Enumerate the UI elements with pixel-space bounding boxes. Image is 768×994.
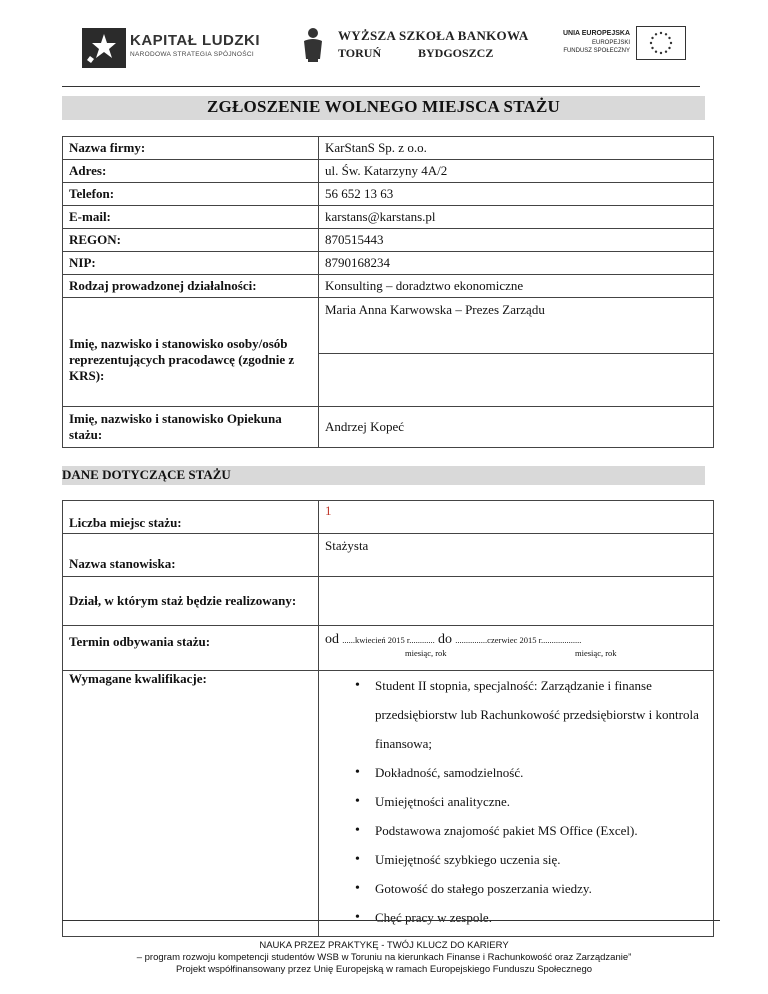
header-divider [62,86,700,87]
nip-value[interactable]: 8790168234 [319,252,714,275]
qualification-item: • Student II stopnia, specjalność: Zarządzanie i finanse przedsiębiorstw lub Rachunkowość przedsiębiorstw i kontrola finansowa; [375,671,707,758]
company-name-value[interactable]: KarStanS Sp. z o.o. [319,137,714,160]
qualifications-list [325,671,707,932]
term-label: Termin odbywania stażu: [63,626,319,671]
row-company-name [63,137,714,160]
term-from-value: ......kwiecień 2015 r............ [342,635,435,645]
department-value[interactable] [319,577,714,626]
eu-line3: FUNDUSZ SPOŁECZNY [563,48,630,54]
row-address [63,160,714,183]
address-label: Adres: [63,160,319,183]
kapital-ludzki-emblem-icon [82,28,126,68]
wsb-crest-icon [298,25,328,63]
row-places [63,501,714,534]
qualifications-value[interactable] [319,671,714,937]
row-activity [63,275,714,298]
term-value[interactable] [319,626,714,671]
kapital-ludzki-logo [82,28,272,68]
term-from-word: od [325,632,339,647]
qualification-item: • Podstawowa znajomość pakiet MS Office (Excel). [375,816,707,845]
internship-table [62,500,714,937]
mentor-value[interactable]: Andrzej Kopeć [319,407,714,448]
wsb-city-bydgoszcz: BYDGOSZCZ [418,46,494,60]
kapital-ludzki-title: KAPITAŁ LUDZKI [130,32,261,49]
eu-line2: EUROPEJSKI [591,40,630,46]
eu-line1: UNIA EUROPEJSKA [562,30,630,37]
row-mentor [63,407,714,448]
footer-line-2: – program rozwoju kompetencji studentów WSB w Toruniu na kierunkach Finanse i Rachunkowość oraz Zarządzanie” [136,952,632,963]
position-label: Nazwa stanowiska: [63,534,319,577]
row-phone [63,183,714,206]
qualification-item: • Umiejętności analityczne. [375,787,707,816]
address-value[interactable]: ul. Św. Katarzyny 4A/2 [319,160,714,183]
wsb-city-torun: TORUŃ [338,46,382,60]
qualification-item: • Gotowość do stałego poszerzania wiedzy. [375,874,707,903]
row-qualifications [63,671,714,937]
representatives-value-2[interactable] [319,353,714,406]
phone-label: Telefon: [63,183,319,206]
nip-label: NIP: [63,252,319,275]
row-nip [63,252,714,275]
email-value[interactable]: karstans@karstans.pl [319,206,714,229]
activity-label: Rodzaj prowadzonej działalności: [63,275,319,298]
footer-divider [62,920,720,921]
qualifications-label: Wymagane kwalifikacje: [63,671,319,937]
company-name-label: Nazwa firmy: [63,137,319,160]
position-value[interactable]: Stażysta [319,534,714,577]
department-label: Dział, w którym staż będzie realizowany: [63,577,319,626]
wsb-logo [298,25,529,65]
places-label: Liczba miejsc stażu: [63,501,319,534]
term-to-hint: miesiąc, rok [575,648,617,658]
representatives-value[interactable]: Maria Anna Karwowska – Prezes Zarządu [319,298,714,354]
row-term [63,626,714,671]
page-title: ZGŁOSZENIE WOLNEGO MIEJSCA STAŻU [207,97,560,116]
mentor-label: Imię, nazwisko i stanowisko Opiekuna stażu: [63,407,319,448]
footer-line-3: Projekt współfinansowany przez Unię Europejską w ramach Europejskiego Funduszu Społecznego [175,964,593,975]
term-to-word: do [438,632,453,647]
wsb-title: WYŻSZA SZKOŁA BANKOWA [338,28,529,43]
eu-logo [536,26,686,64]
qualification-item: • Dokładność, samodzielność. [375,758,707,787]
places-value[interactable]: 1 [319,501,714,534]
eu-flag-icon [636,26,686,60]
regon-value[interactable]: 870515443 [319,229,714,252]
footer-line-1: NAUKA PRZEZ PRAKTYKĘ - TWÓJ KLUCZ DO KARIERY [259,940,509,951]
row-position [63,534,714,577]
regon-label: REGON: [63,229,319,252]
row-department [63,577,714,626]
company-table [62,136,714,448]
phone-value[interactable]: 56 652 13 63 [319,183,714,206]
row-email [63,206,714,229]
qualification-item: • Chęć pracy w zespole. [375,903,707,932]
section-title: DANE DOTYCZĄCE STAŻU [62,467,231,482]
row-representatives [63,298,714,354]
term-from-hint: miesiąc, rok [405,648,447,658]
qualification-item: • Umiejętność szybkiego uczenia się. [375,845,707,874]
email-label: E-mail: [63,206,319,229]
term-to-value: ...............czerwiec 2015 r................... [455,635,582,645]
representatives-label: Imię, nazwisko i stanowisko osoby/osób reprezentujących pracodawcę (zgodnie z KRS): [63,298,319,407]
kapital-ludzki-subtitle: NARODOWA STRATEGIA SPÓJNOŚCI [130,51,254,58]
row-regon [63,229,714,252]
activity-value[interactable]: Konsulting – doradztwo ekonomiczne [319,275,714,298]
